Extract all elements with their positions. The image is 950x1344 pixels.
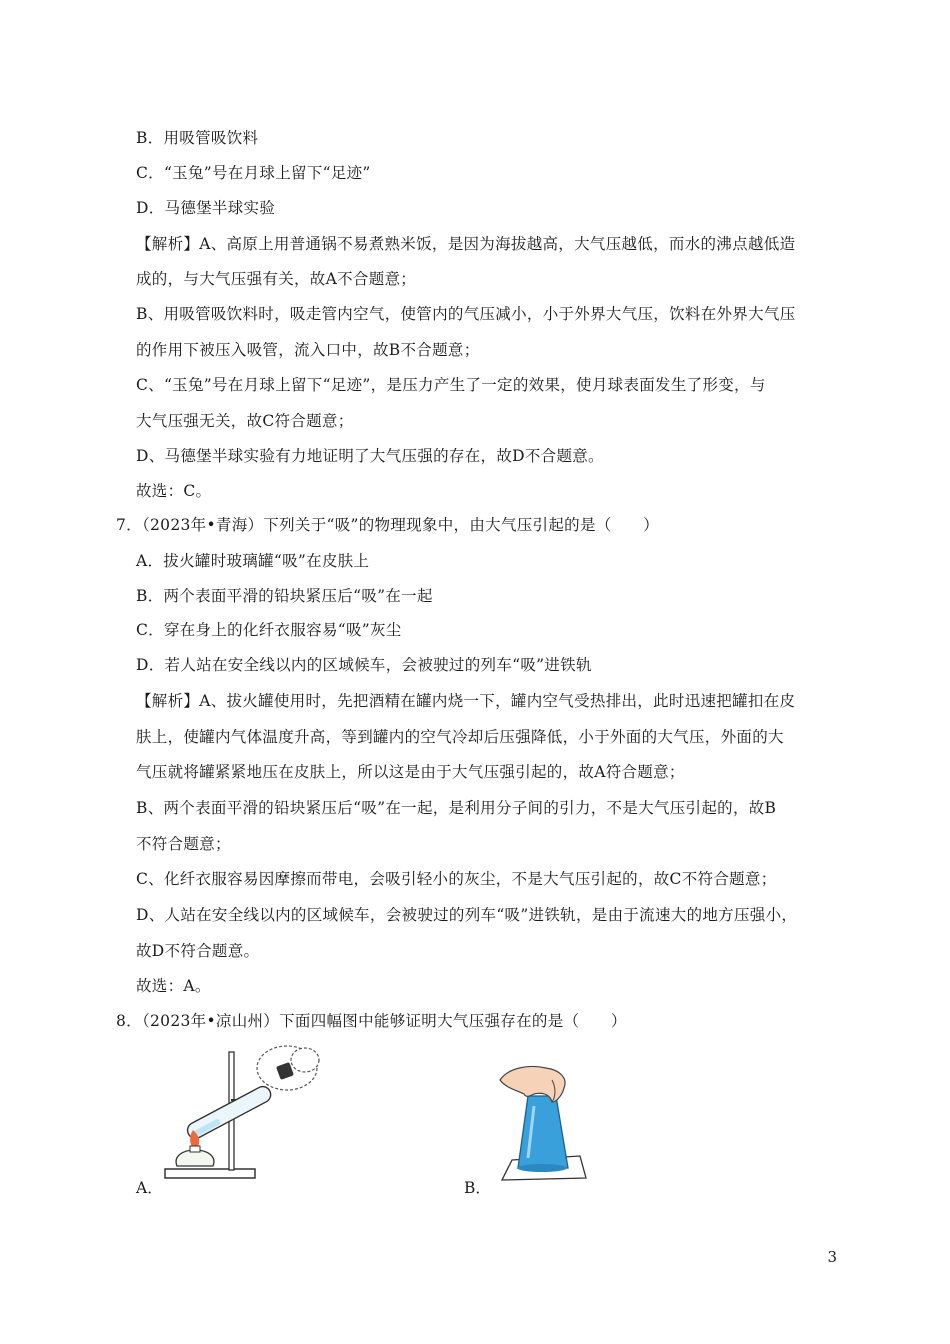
analysis-line: 故D不符合题意。: [136, 942, 260, 960]
figure-b-label: B．: [464, 1179, 491, 1197]
analysis-line: 的作用下被压入吸管，流入口中，故B不合题意；: [136, 341, 480, 359]
option-a-text: A．拔火罐时玻璃罐“吸”在皮肤上: [136, 552, 370, 570]
option-c-text: C．穿在身上的化纤衣服容易“吸”灰尘: [136, 621, 402, 639]
question-7-stem: 7．（2023年•青海）下列关于“吸”的物理现象中，由大气压引起的是（ ）: [116, 516, 659, 534]
analysis-line: 大气压强无关，故C符合题意；: [136, 412, 354, 430]
page-number: 3: [827, 1248, 837, 1266]
analysis-line: D、人站在安全线以内的区域候车，会被驶过的列车“吸”进铁轨，是由于流速大的地方压强小，: [136, 906, 798, 924]
figure-a-label: A．: [136, 1179, 163, 1197]
answer-line: 故选：A。: [136, 977, 211, 995]
option-c-text: C．“玉兔”号在月球上留下“足迹”: [136, 164, 371, 182]
analysis-line: 肤上，使罐内气体温度升高，等到罐内的空气冷却后压强降低，小于外面的大气压，外面的大: [136, 728, 784, 746]
option-d-text: D．马德堡半球实验: [136, 199, 276, 217]
analysis-line: B、两个表面平滑的铅块紧压后“吸”在一起，是利用分子间的引力，不是大气压引起的，故B: [136, 799, 777, 817]
analysis-line: C、“玉兔”号在月球上留下“足迹”，是压力产生了一定的效果，使月球表面发生了形变，与: [136, 376, 766, 394]
option-d-text: D．若人站在安全线以内的区域候车，会被驶过的列车“吸”进铁轨: [136, 656, 592, 674]
figure-b-inverted-cup: [490, 1058, 600, 1183]
analysis-line: D、马德堡半球实验有力地证明了大气压强的存在，故D不合题意。: [136, 447, 604, 465]
analysis-line: 成的，与大气压强有关，故A不合题意；: [136, 270, 417, 288]
option-b-text: B．两个表面平滑的铅块紧压后“吸”在一起: [136, 587, 433, 605]
answer-line: 故选：C。: [136, 482, 212, 500]
analysis-line: 【解析】A、拔火罐使用时，先把酒精在罐内烧一下，罐内空气受热排出，此时迅速把罐扣在皮: [136, 692, 796, 710]
analysis-line: 【解析】A、高原上用普通锅不易煮熟米饭，是因为海拔越高，大气压越低，而水的沸点越低造: [136, 235, 796, 253]
analysis-line: 气压就将罐紧紧地压在皮肤上，所以这是由于大气压强引起的，故A符合题意；: [136, 763, 685, 781]
analysis-line: B、用吸管吸饮料时，吸走管内空气，使管内的气压减小，小于外界大气压，饮料在外界大气压: [136, 305, 796, 323]
analysis-line: 不符合题意；: [136, 835, 231, 853]
option-b-text: B．用吸管吸饮料: [136, 129, 259, 147]
question-8-stem: 8．（2023年•凉山州）下面四幅图中能够证明大气压强存在的是（ ）: [116, 1012, 627, 1030]
figure-a-test-tube-heating: [155, 1042, 330, 1187]
analysis-line: C、化纤衣服容易因摩擦而带电，会吸引轻小的灰尘，不是大气压引起的，故C不符合题意；: [136, 870, 777, 888]
